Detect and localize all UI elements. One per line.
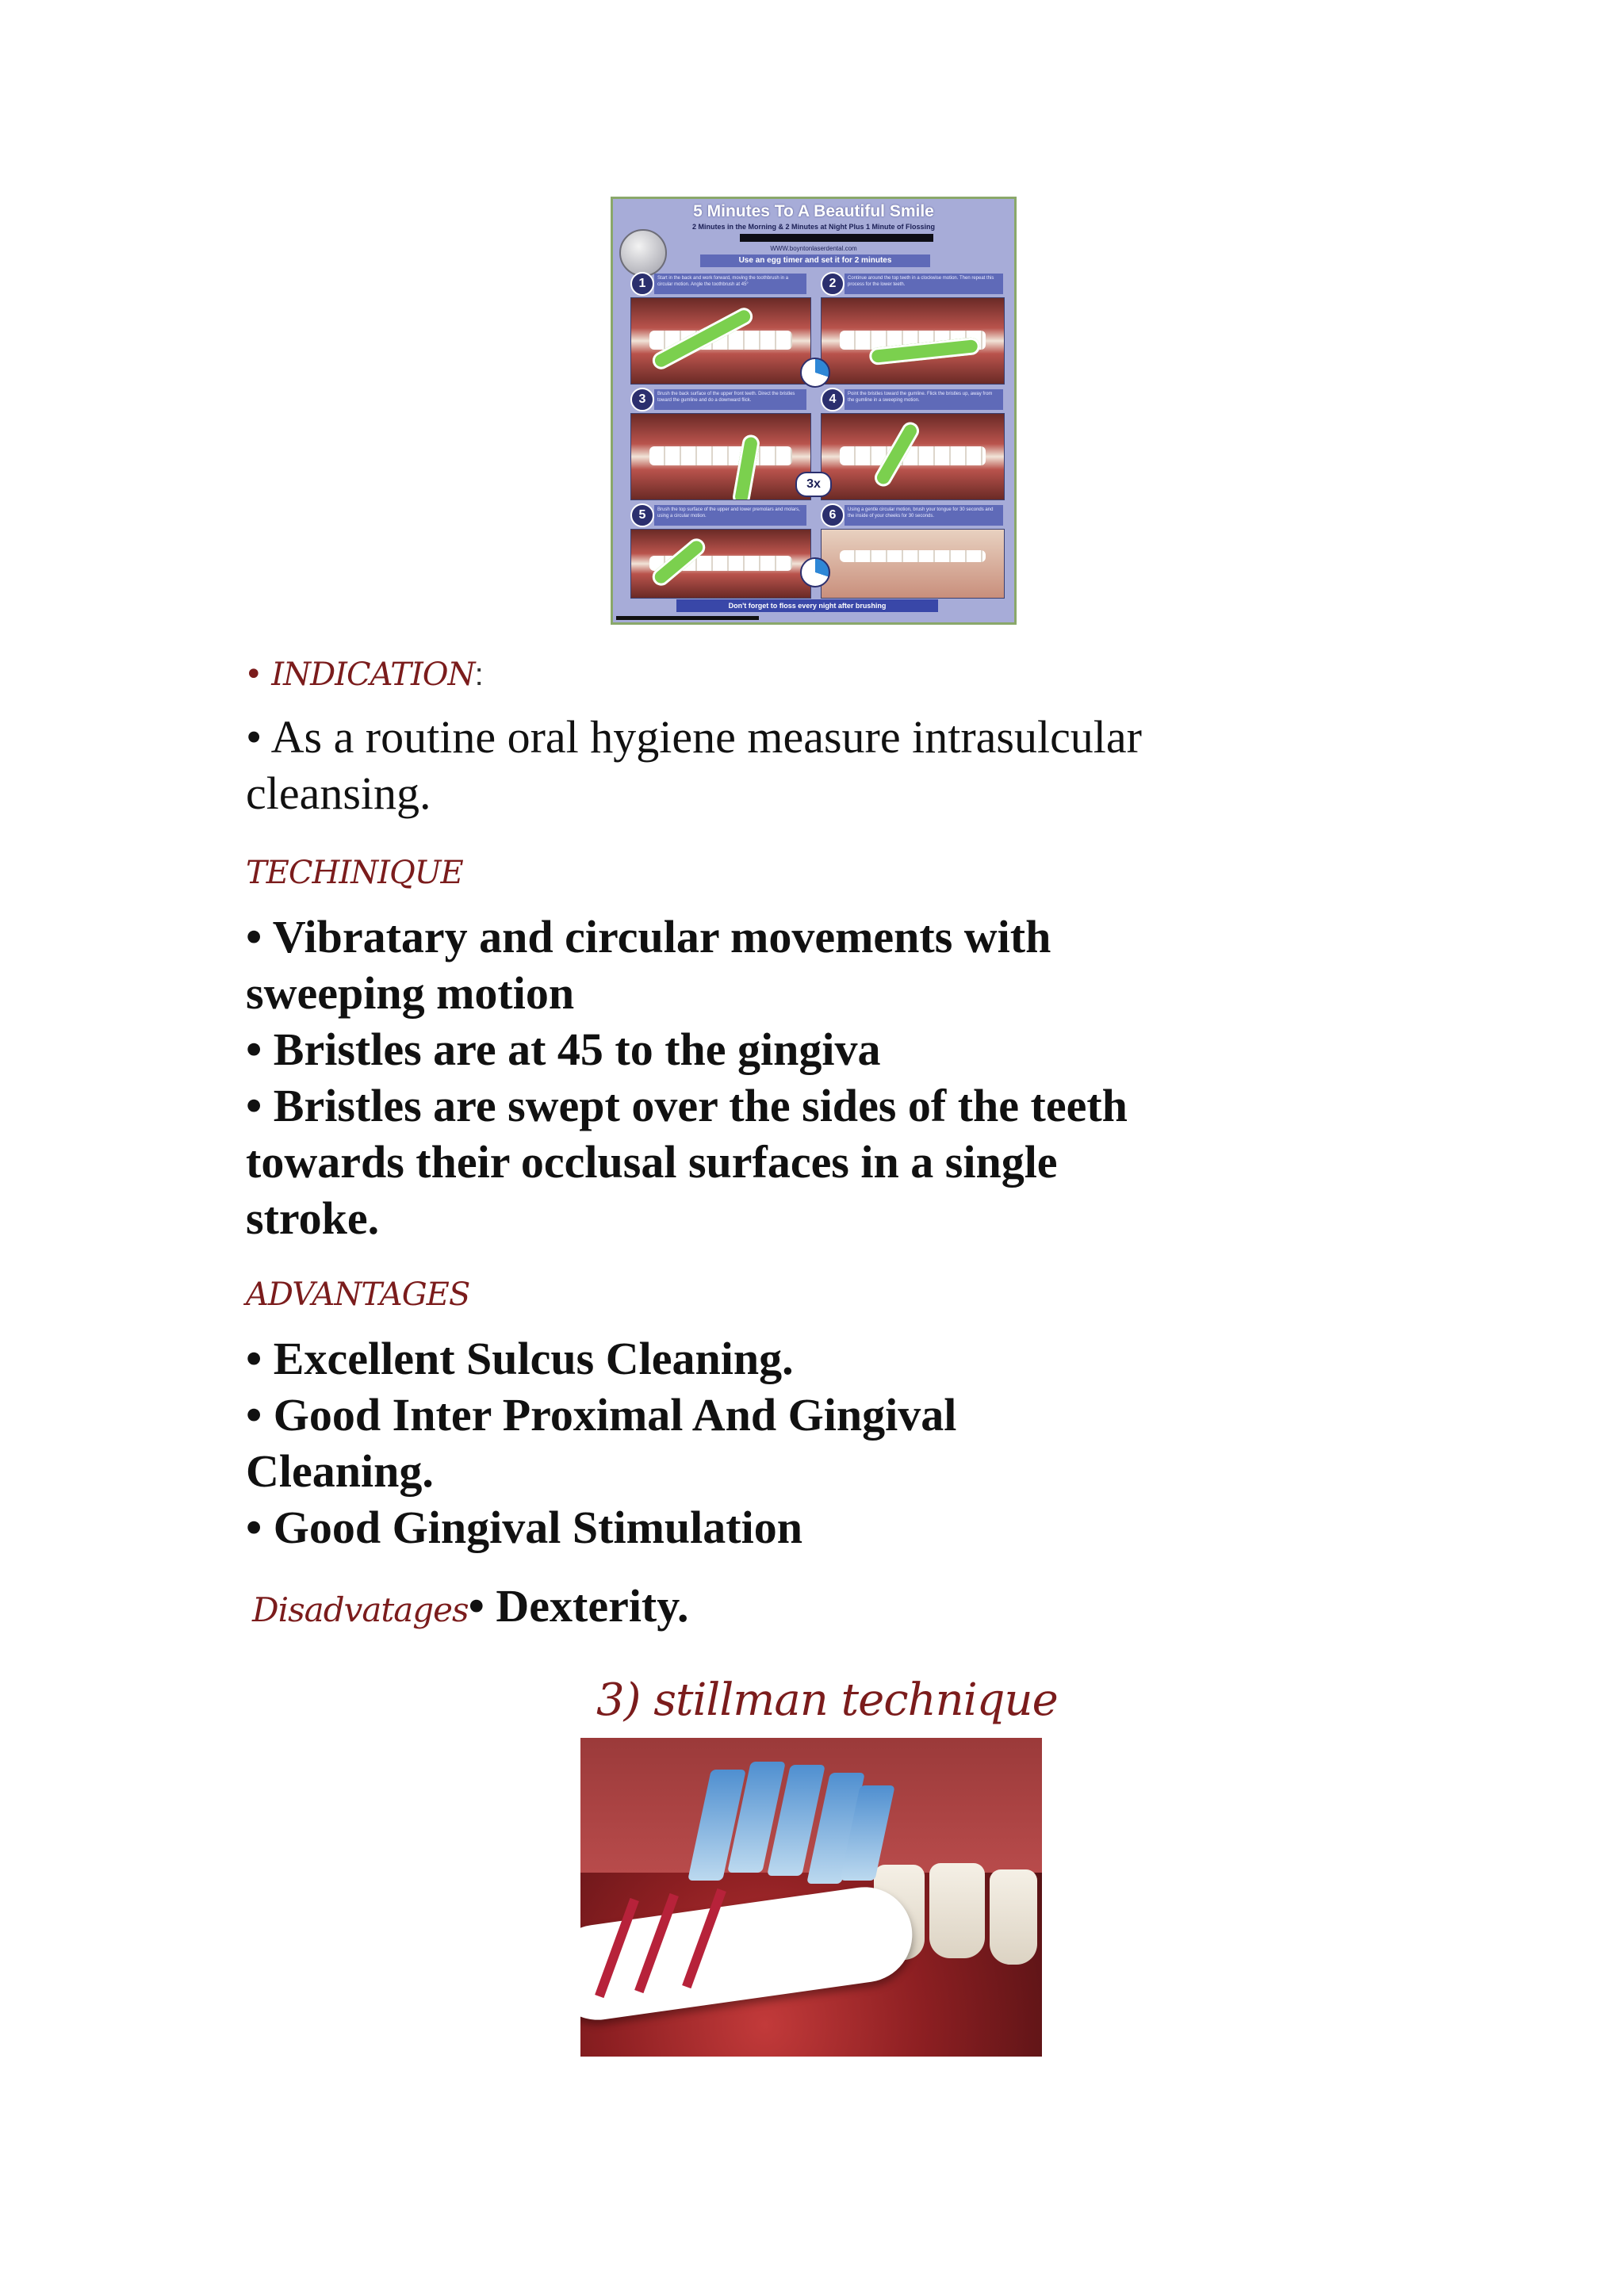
step-text: Start in the back and work forward, moving the toothbrush in a circular motion. Angle the toothbrush at 45° (654, 274, 806, 294)
step-text: Point the bristles toward the gumline. Flick the bristles up, away from the gumline in a sweeping motion. (845, 389, 1003, 410)
poster-redaction-bar (740, 234, 933, 242)
disadvantages-row (252, 1578, 689, 1634)
advantages-line: • Excellent Sulcus Cleaning. (246, 1333, 794, 1384)
technique-line: • Vibratary and circular movements with (246, 911, 1051, 962)
step-text: Brush the back surface of the upper front teeth. Direct the bristles toward the gumline and do a downward flick. (654, 389, 806, 410)
brushing-instructions-poster (611, 197, 1017, 625)
technique-heading: TECHINIQUE (246, 855, 463, 891)
technique-line: towards their occlusal surfaces in a single (246, 1136, 1058, 1188)
indication-colon: : (474, 657, 483, 692)
technique-line: • Bristles are at 45 to the gingiva (246, 1024, 881, 1075)
step-photo (630, 413, 811, 500)
disadvantages-text: • Dexterity. (468, 1580, 689, 1632)
step-photo (821, 297, 1005, 385)
step-photo (821, 529, 1005, 599)
poster-url: WWW.boyntonlaserdental.com (770, 245, 857, 252)
poster-subtitle: 2 Minutes in the Morning & 2 Minutes at Night Plus 1 Minute of Flossing (691, 223, 935, 231)
poster-timer-banner: Use an egg timer and set it for 2 minutes (700, 254, 930, 267)
poster-seal-icon (619, 229, 667, 277)
advantages-line: Cleaning. (246, 1445, 434, 1497)
step-number: 1 (630, 272, 654, 296)
indication-line: • As a routine oral hygiene measure intrasulcular (246, 711, 1142, 763)
step-number: 2 (821, 272, 845, 296)
indication-heading (244, 656, 483, 693)
indication-heading-text: • INDICATION (244, 656, 475, 693)
step-text: Using a gentle circular motion, brush your tongue for 30 seconds and the inside of your cheeks for 30 seconds. (845, 505, 1003, 526)
step-photo (630, 529, 811, 599)
stillman-toothbrush-photo (580, 1738, 1042, 2057)
step-photo (630, 297, 811, 385)
technique-line: sweeping motion (246, 967, 575, 1019)
step-photo (821, 413, 1005, 500)
technique-line: • Bristles are swept over the sides of the teeth (246, 1080, 1128, 1131)
step-number: 6 (821, 503, 845, 527)
repeat-badge: 3x (795, 472, 832, 497)
advantages-line: • Good Gingival Stimulation (246, 1502, 802, 1553)
timer-clock-icon (800, 358, 830, 388)
poster-footer-bar (616, 616, 759, 620)
step-number: 5 (630, 503, 654, 527)
stillman-technique-title: 3) stillman technique (596, 1674, 1058, 1726)
indication-line: cleansing. (246, 767, 431, 819)
technique-line: stroke. (246, 1192, 380, 1244)
poster-title: 5 Minutes To A Beautiful Smile (693, 202, 934, 220)
timer-clock-icon (800, 557, 830, 587)
step-text: Continue around the top teeth in a clockwise motion. Then repeat this process for the lower teeth. (845, 274, 1003, 294)
indication-body (246, 709, 1142, 821)
advantages-heading: ADVANTAGES (246, 1276, 470, 1313)
advantages-line: • Good Inter Proximal And Gingival (246, 1389, 957, 1441)
disadvantages-heading: Disadvatages (252, 1590, 469, 1629)
technique-body (246, 909, 1128, 1246)
advantages-body (246, 1330, 956, 1556)
step-number: 3 (630, 388, 654, 411)
step-text: Brush the top surface of the upper and lower premolars and molars, using a circular motion. (654, 505, 806, 526)
step-number: 4 (821, 388, 845, 411)
floss-reminder: Don't forget to floss every night after brushing (676, 599, 938, 612)
